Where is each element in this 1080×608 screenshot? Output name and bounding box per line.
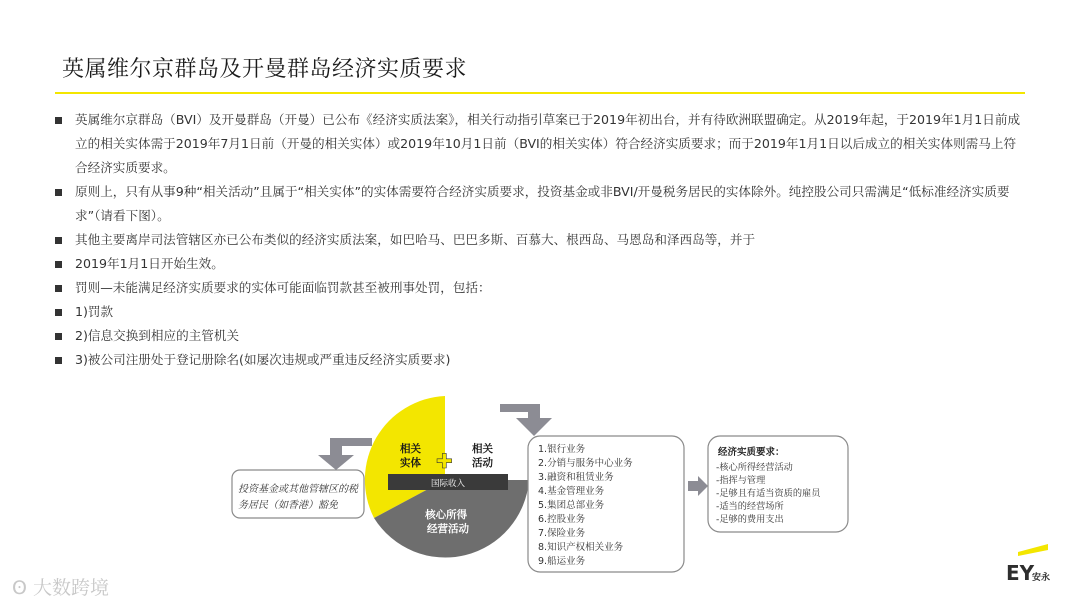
bullet-square-icon <box>55 237 62 244</box>
bullet-item: 罚则—未能满足经济实质要求的实体可能面临罚款甚至被刑事处罚，包括： <box>55 276 1027 300</box>
exemption-text: 投资基金或其他管辖区的税 务居民（如香港）豁免 <box>238 484 358 511</box>
core-label: 核心所得 经营活动 <box>425 509 469 535</box>
bullet-list <box>55 108 1027 372</box>
requirements-title: 经济实质要求： <box>718 447 785 458</box>
watermark-logo-icon: ʘ <box>12 577 27 599</box>
bullet-square-icon <box>55 261 62 268</box>
activity-label: 相关 活动 <box>472 443 493 469</box>
page-title: 英属维尔京群岛及开曼群岛经济实质要求 <box>62 57 468 82</box>
bullet-item: 2019年1月1日开始生效。 <box>55 252 1027 276</box>
bullet-square-icon <box>55 117 62 124</box>
income-label: 国际收入 <box>430 479 466 489</box>
ey-logo <box>1004 542 1052 590</box>
bullet-item: 1)罚款 <box>55 300 1027 324</box>
bullet-square-icon <box>55 309 62 316</box>
svg-text:EY: EY <box>1006 561 1035 585</box>
entity-label: 相关 实体 <box>400 443 421 469</box>
bullet-square-icon <box>55 357 62 364</box>
watermark: ʘ 大数跨境 <box>12 577 110 599</box>
bullet-square-icon <box>55 285 62 292</box>
bullet-item: 3)被公司注册处于登记册除名(如屡次违规或严重违反经济实质要求) <box>55 348 1027 372</box>
bullet-square-icon <box>55 189 62 196</box>
bullet-item: 2)信息交换到相应的主管机关 <box>55 324 1027 348</box>
bullet-item: 其他主要离岸司法管辖区亦已公布类似的经济实质法案，如巴哈马、巴巴多斯、百慕大、根西岛、马恩岛和泽西岛等，并于 <box>55 228 1027 252</box>
svg-text:安永: 安永 <box>1032 573 1051 583</box>
plus-icon: ✚ <box>436 449 453 473</box>
bullet-square-icon <box>55 333 62 340</box>
bullet-item: 英属维尔京群岛（BVI）及开曼群岛（开曼）已公布《经济实质法案》，相关行动指引草案已于2019年初出台，并有待欧洲联盟确定。从2019年起，于2019年1月1日前成立的相关实体需于2019年7月1日前（开曼的相关实体）或2019年10月1日前（BVI的相关实体）符合经济实质要求；而于2019年1月1日以后成立的相关实体则需马上符合经济实质要求。 <box>55 108 1027 180</box>
requirements-list: -核心所得经营活动 -指挥与管理 -足够且有适当资质的雇员 -适当的经营场所 -足够的费用支出 <box>716 462 821 525</box>
right-arrow-icon <box>688 476 708 496</box>
left-arrow-icon <box>318 438 372 470</box>
title-underline <box>55 92 1025 94</box>
activities-list: 1.银行业务 2.分销与服务中心业务 3.融资和租赁业务 4.基金管理业务 5.集团总部业务 6.控股业务 7.保险业务 8.知识产权相关业务 9.船运业务 <box>538 444 633 567</box>
bullet-item: 原则上，只有从事9种“相关活动”且属于“相关实体”的实体需要符合经济实质要求，投资基金或非BVI/开曼税务居民的实体除外。纯控股公司只需满足“低标准经济实质要求”（请看下图）。 <box>55 180 1027 228</box>
substance-diagram <box>0 380 1080 608</box>
ey-logo-icon <box>1004 542 1052 586</box>
